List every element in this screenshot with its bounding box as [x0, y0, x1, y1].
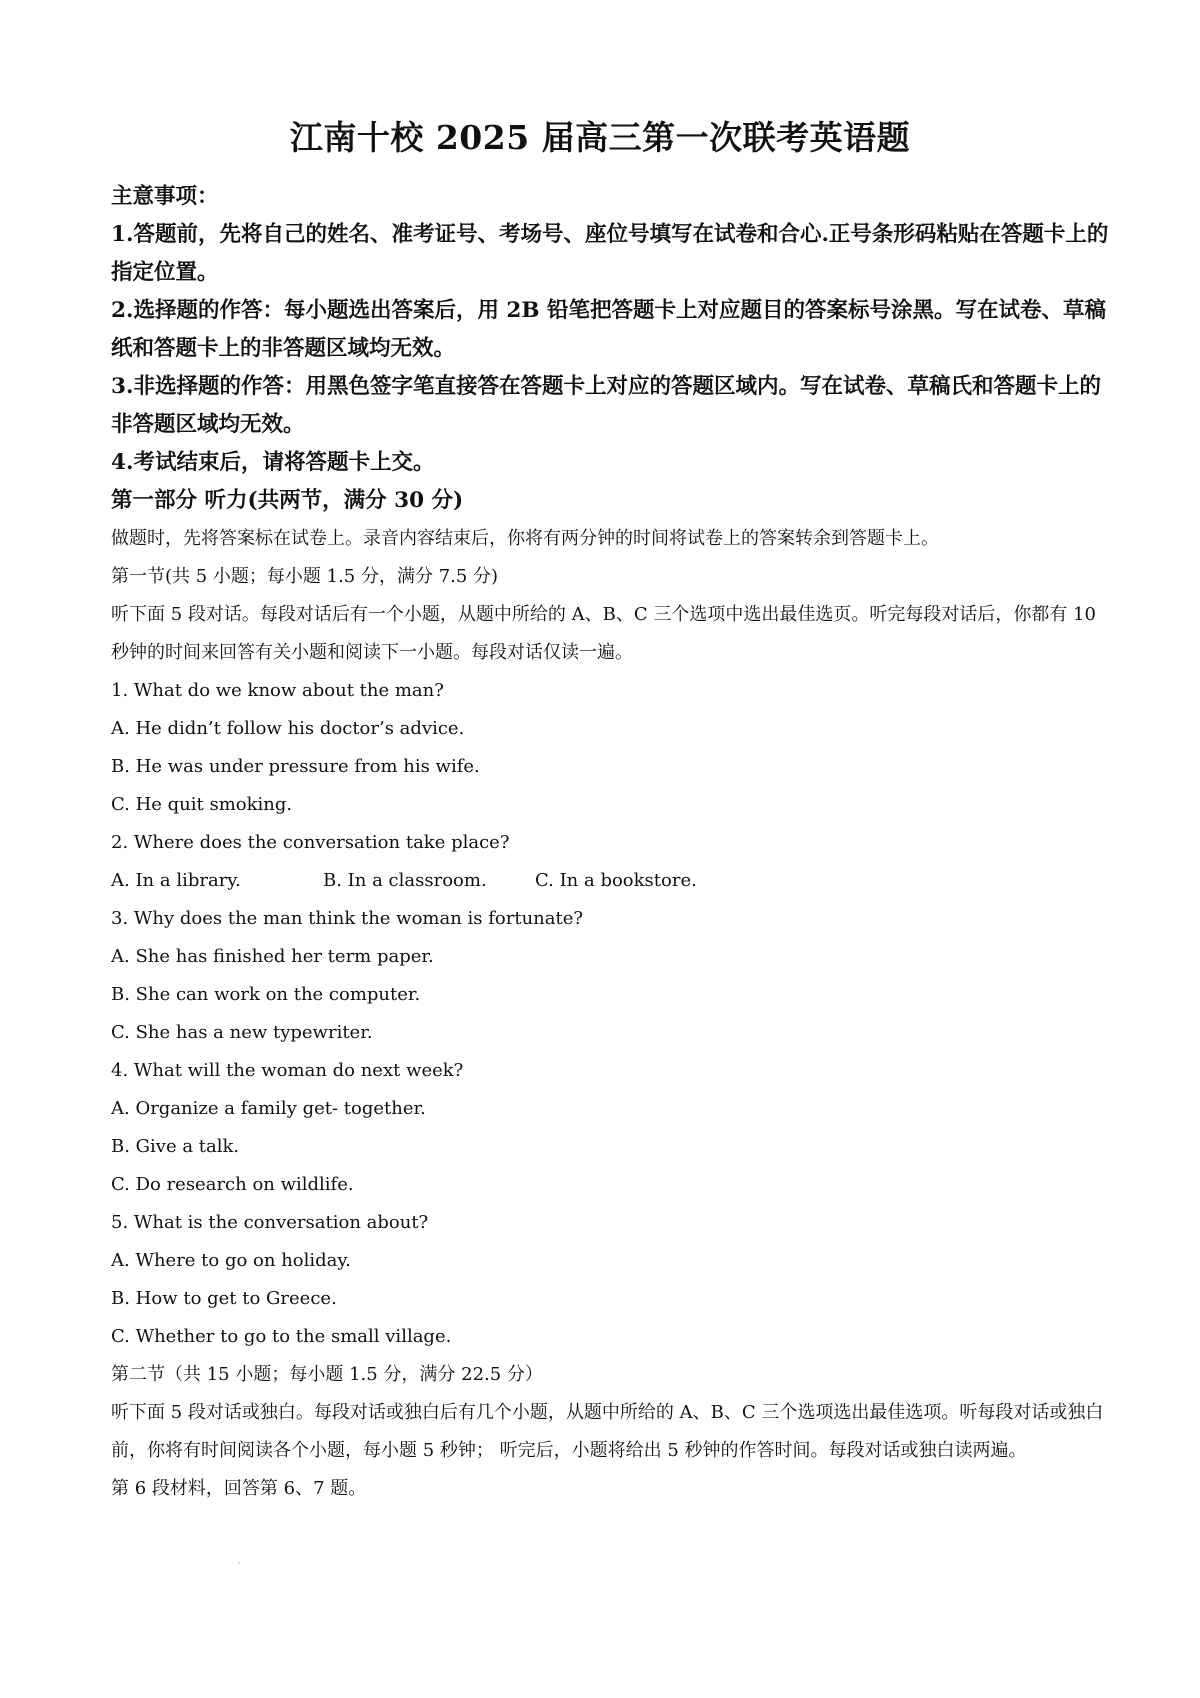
notice-heading: 主意事项：: [111, 184, 219, 209]
section2-heading: 第二节（共 15 小题；每小题 1.5 分，满分 22.5 分）: [111, 1364, 543, 1385]
question-4-option-a: A. Organize a family get- together.: [111, 1098, 426, 1119]
notice-item-4: 4.考试结束后，请将答题卡上交。: [111, 450, 435, 475]
question-4-stem: 4. What will the woman do next week?: [111, 1060, 464, 1081]
question-2-option-c: C. In a bookstore.: [535, 870, 697, 891]
section1-instruction: 听下面 5 段对话。每段对话后有一个小题，从题中所给的 A、B、C 三个选项中选出最佳选页。听完每段对话后，你都有 10 秒钟的时间来回答有关小题和阅读下一小题。每段对话仅读一遍。: [111, 604, 1096, 663]
notice-item-2: 2.选择题的作答：每小题选出答案后，用 2B 铅笔把答题卡上对应题目的答案标号涂黑。写在试卷、草稿纸和答题卡上的非答题区域均无效。: [111, 298, 1107, 361]
question-1-option-c: C. He quit smoking.: [111, 794, 293, 815]
question-1-option-b: B. He was under pressure from his wife.: [111, 756, 480, 777]
section1-heading: 第一节(共 5 小题；每小题 1.5 分，满分 7.5 分): [111, 566, 499, 587]
question-4-option-b: B. Give a talk.: [111, 1136, 240, 1157]
section2-instruction: 听下面 5 段对话或独白。每段对话或独白后有几个小题，从题中所给的 A、B、C 三个选项选出最佳选项。听每段对话或独白前，你将有时间阅读各个小题，每小题 5 秒钟； 听完后，小题将给出 5 秒钟的作答时间。每段对话或独白读两遍。: [111, 1402, 1104, 1461]
question-3-option-c: C. She has a new typewriter.: [111, 1022, 373, 1043]
question-5-option-a: A. Where to go on holiday.: [111, 1250, 351, 1271]
part1-instruction: 做题时，先将答案标在试卷上。录音内容结束后，你将有两分钟的时间将试卷上的答案转余到答题卡上。: [111, 528, 939, 549]
question-3-option-b: B. She can work on the computer.: [111, 984, 421, 1005]
question-4-option-c: C. Do research on wildlife.: [111, 1174, 354, 1195]
page-title: 江南十校 2025 届高三第一次联考英语题: [289, 118, 911, 157]
scan-speck: [238, 1562, 240, 1564]
question-5-stem: 5. What is the conversation about?: [111, 1212, 429, 1233]
listening-section: [111, 520, 1111, 1508]
question-2-option-a: A. In a library.: [111, 870, 241, 891]
notice-item-1: 1.答题前，先将自己的姓名、准考证号、考场号、座位号填写在试卷和合心.正号条形码粘贴在答题卡上的指定位置。: [111, 222, 1109, 285]
question-5-option-b: B. How to get to Greece.: [111, 1288, 337, 1309]
question-2-stem: 2. Where does the conversation take place?: [111, 832, 510, 853]
question-1-stem: 1. What do we know about the man?: [111, 680, 444, 701]
notice-block: [111, 178, 1111, 520]
question-5-option-c: C. Whether to go to the small village.: [111, 1326, 452, 1347]
question-2-options: [111, 862, 1111, 900]
question-3-stem: 3. Why does the man think the woman is fortunate?: [111, 908, 584, 929]
notice-item-3: 3.非选择题的作答：用黑色签字笔直接答在答题卡上对应的答题区域内。写在试卷、草稿氏和答题卡上的非答题区域均无效。: [111, 374, 1101, 437]
question-3-option-a: A. She has finished her term paper.: [111, 946, 434, 967]
material-6-heading: 第 6 段材料，回答第 6、7 题。: [111, 1478, 367, 1499]
question-1-option-a: A. He didn’t follow his doctor’s advice.: [111, 718, 465, 739]
part1-heading: 第一部分 听力(共两节，满分 30 分): [111, 488, 464, 513]
question-2-option-b: B. In a classroom.: [323, 870, 487, 891]
